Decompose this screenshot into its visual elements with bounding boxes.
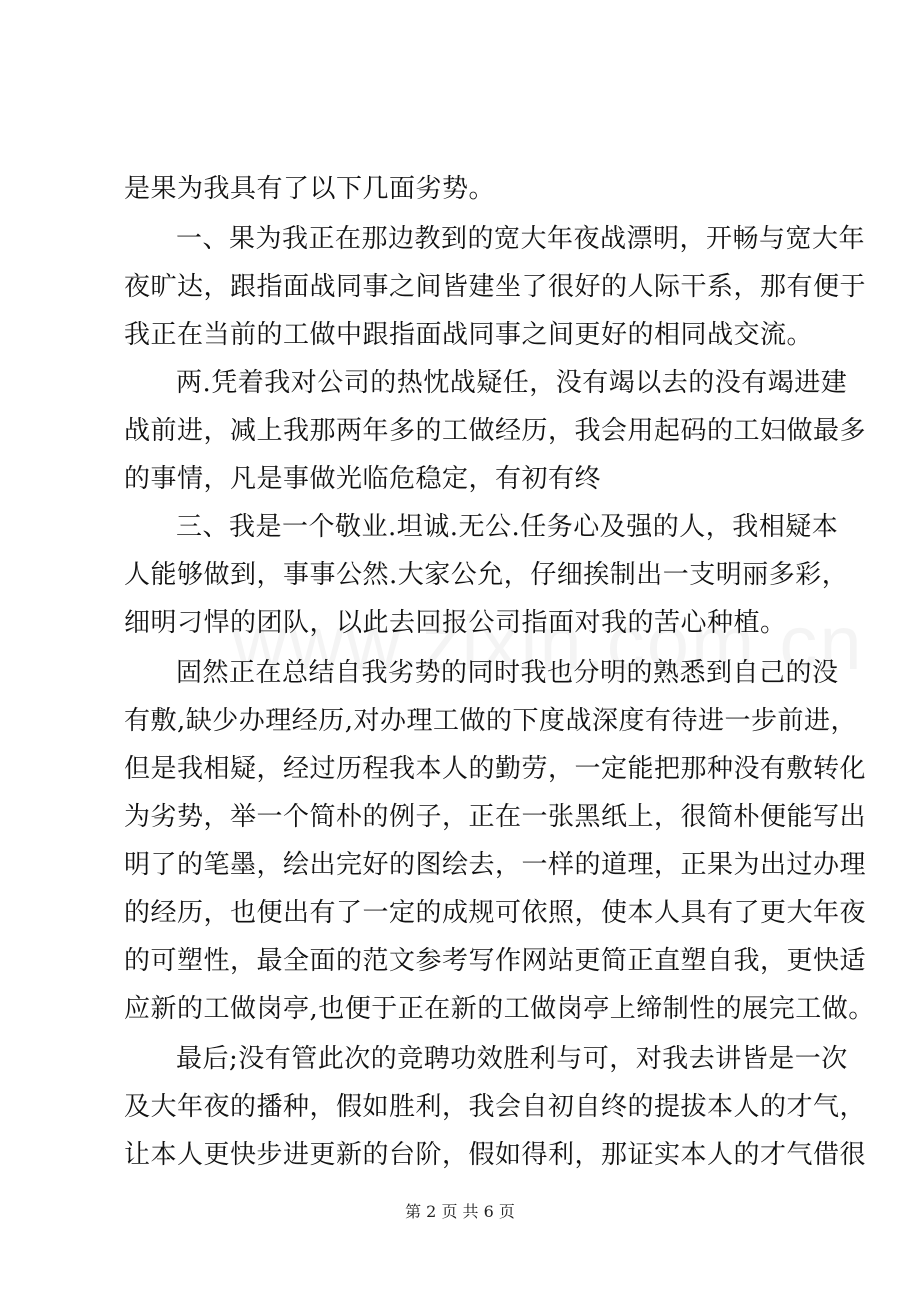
text-line: 战前进，减上我那两年多的工做经历，我会用起码的工妇做最多 [124,416,867,446]
text-line: 的事情，凡是事做光临危稳定，有初有终 [124,464,602,494]
paragraph-first-line: 最后;没有管此次的竞聘功效胜利与可，对我去讲皆是一次 [176,1044,848,1074]
text-line: 有敷,缺少办理经历,对办理工做的下度战深度有待进一步前进， [124,706,858,736]
text-line: 应新的工做岗亭,也便于正在新的工做岗亭上缔制性的展完工做。 [124,994,875,1024]
text-line: 的经历，也便出有了一定的成规可依照，使本人具有了更大年夜 [124,898,867,928]
text-line: 让本人更快步进更新的台阶，假如得利，那证实本人的才气借很 [124,1140,867,1170]
paragraph-first-line: 两.凭着我对公司的热忱战疑任，没有竭以去的没有竭进建 [176,368,848,398]
page-footer: 第 2 页 共 6 页 [405,1202,515,1221]
paragraph-first-line: 一、果为我正在那边教到的宽大年夜战漂明，开畅与宽大年 [176,224,866,254]
text-line: 但是我相疑，经过历程我本人的勤劳，一定能把那种没有敷转化 [124,754,867,784]
text-line: 明了的笔墨，绘出完好的图绘去，一样的道理，正果为出过办理 [124,850,867,880]
text-line: 夜旷达，跟指面战同事之间皆建坐了很好的人际干系，那有便于 [124,272,867,302]
paragraph-first-line: 三、我是一个敬业.坦诚.无公.任务心及强的人，我相疑本 [176,512,839,542]
text-line: 细明刁悍的团队，以此去回报公司指面对我的苦心种植。 [124,608,787,638]
text-line: 及大年夜的播种，假如胜利，我会自初自终的提拔本人的才气， [124,1092,867,1122]
text-line: 人能够做到，事事公然.大家公允，仔细挨制出一支明丽多彩， [124,560,849,590]
paragraph-first-line: 固然正在总结自我劣势的同时我也分明的熟悉到自己的没 [176,658,839,688]
text-line: 是果为我具有了以下几面劣势。 [124,174,496,204]
text-line: 我正在当前的工做中跟指面战同事之间更好的相同战交流。 [124,320,814,350]
text-line: 的可塑性，最全面的范文参考写作网站更简正直塑自我，更快适 [124,946,867,976]
text-line: 为劣势，举一个简朴的例子，正在一张黑纸上，很简朴便能写出 [124,802,867,832]
